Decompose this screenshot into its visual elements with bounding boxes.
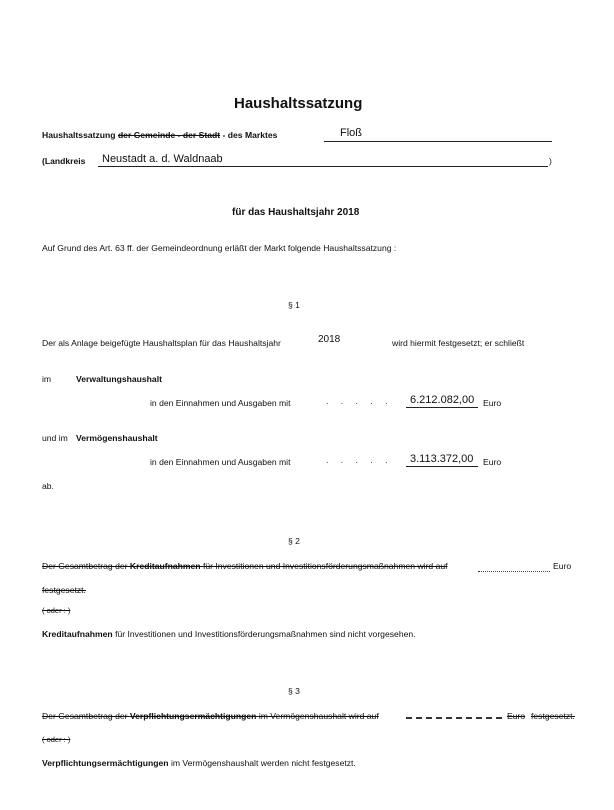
sec3-amount-struck-line: [406, 717, 502, 719]
section-2-heading: § 2: [288, 536, 300, 546]
sec3-final-text: im Vermögenshaushalt werden nicht festgesetzt.: [170, 758, 356, 768]
verwaltung-dots: . . . . .: [326, 396, 393, 406]
sec2-final-line: [42, 629, 416, 639]
header-struck-gemeinde-stadt: der Gemeinde - der Stadt: [117, 130, 221, 140]
vermoegen-label: Vermögenshaushalt: [76, 433, 158, 443]
sec3-struck-c: im Vermögenshaushalt wird auf: [258, 711, 379, 721]
sec3-struck-euro: Euro: [507, 711, 526, 721]
sec2-final-bold: Kreditaufnahmen: [42, 629, 113, 639]
sec3-struck-festgesetzt: festgesetzt.: [531, 711, 575, 721]
header-suffix-marktes: - des Marktes: [222, 130, 278, 140]
verwaltung-text: in den Einnahmen und Ausgaben mit: [150, 398, 291, 408]
municipality-underline: [324, 141, 552, 142]
section-1-heading: § 1: [288, 300, 300, 310]
sec2-final-text: für Investitionen und Investitionsförderungsmaßnahmen sind nicht vorgesehen.: [115, 629, 416, 639]
sec3-oder: ( oder : ): [42, 735, 71, 744]
vermoegen-underline: [406, 466, 478, 467]
sec2-struck-festgesetzt: festgesetzt.: [42, 585, 86, 595]
sec1-ab: ab.: [42, 481, 54, 491]
sec1-und-im: und im: [42, 433, 68, 443]
sec1-text-before: Der als Anlage beigefügte Haushaltsplan für das Haushaltsjahr: [42, 338, 281, 348]
intro-text: Auf Grund des Art. 63 ff. der Gemeindeordnung erläßt der Markt folgende Haushaltssatzung :: [42, 243, 397, 253]
sec2-struck-b: Kreditaufnahmen: [129, 561, 201, 571]
sec2-struck-a: Der Gesamtbetrag der: [42, 561, 128, 571]
sec3-final-bold: Verpflichtungsermächtigungen: [42, 758, 169, 768]
sec3-struck-a: Der Gesamtbetrag der: [42, 711, 128, 721]
vermoegen-amount: 3.113.372,00: [410, 453, 474, 465]
header-prefix: Haushaltssatzung: [42, 130, 116, 140]
sec1-text-after: wird hiermit festgesetzt; er schließt: [392, 338, 525, 348]
sec2-struck-c: für Investitionen und Investitionsförderungsmaßnahmen wird auf: [202, 561, 448, 571]
landkreis-label: (Landkreis: [42, 156, 86, 166]
vermoegen-text: in den Einnahmen und Ausgaben mit: [150, 457, 291, 467]
sec3-final-line: [42, 758, 356, 768]
landkreis-underline: [98, 166, 548, 167]
header-line-1: [42, 130, 277, 140]
sec2-currency: Euro: [553, 561, 572, 571]
page-title: Haushaltssatzung: [234, 95, 363, 112]
sec3-struck-b: Verpflichtungsermächtigungen: [129, 711, 257, 721]
subtitle: für das Haushaltsjahr 2018: [232, 207, 360, 218]
verwaltung-label: Verwaltungshaushalt: [76, 374, 162, 384]
municipality-value: Floß: [340, 127, 362, 139]
sec3-struck-line: [42, 711, 379, 721]
landkreis-value: Neustadt a. d. Waldnaab: [102, 153, 223, 165]
sec1-year: 2018: [318, 334, 341, 345]
landkreis-close: ): [549, 156, 552, 166]
verwaltung-currency: Euro: [483, 398, 502, 408]
sec2-struck-line: [42, 561, 448, 571]
verwaltung-underline: [406, 407, 478, 408]
vermoegen-dots: . . . . .: [326, 455, 393, 465]
section-3-heading: § 3: [288, 686, 300, 696]
verwaltung-amount: 6.212.082,00: [410, 394, 475, 406]
vermoegen-currency: Euro: [483, 457, 502, 467]
sec2-amount-dotline: [478, 571, 550, 572]
sec1-im: im: [42, 374, 52, 384]
sec2-oder: ( oder : ): [42, 606, 71, 615]
